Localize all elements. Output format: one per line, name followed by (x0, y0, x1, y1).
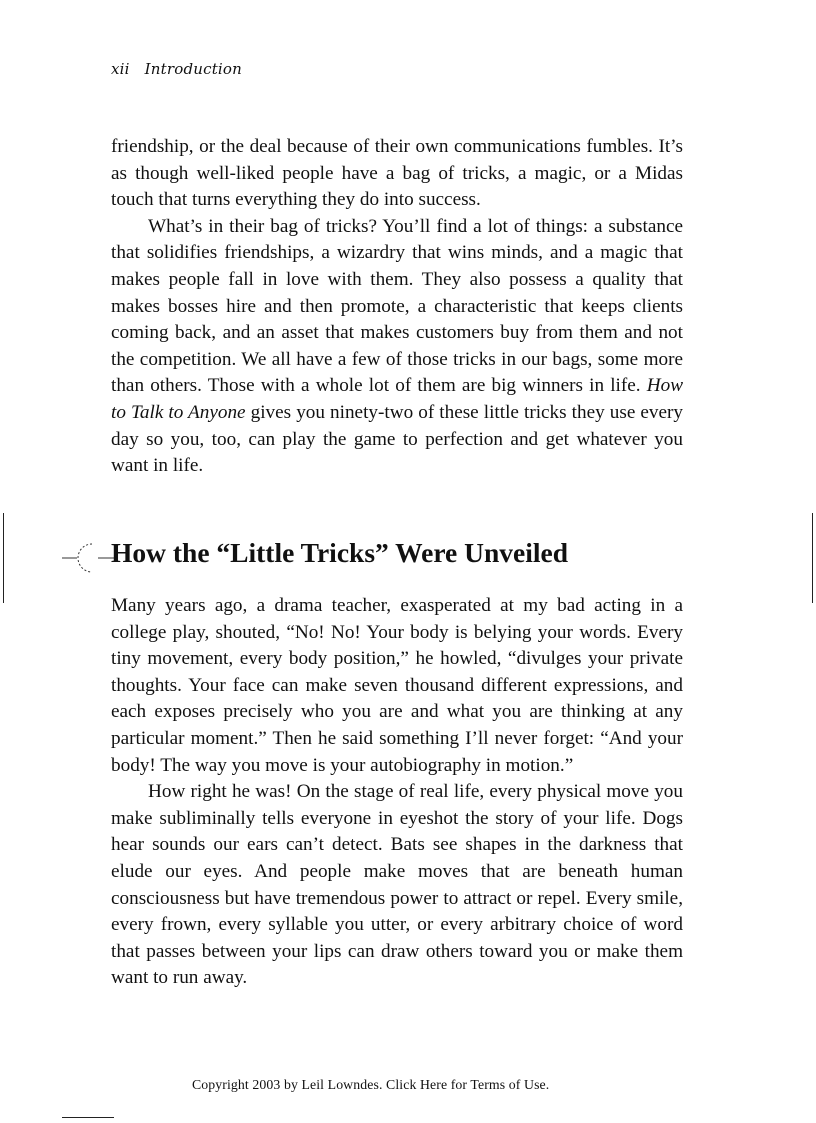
intro-paragraph-2-text-end: gives you ninety-two of these little tricks they use every day so you, too, can play the game to perfection and get whatever you want in life. (111, 401, 684, 477)
section-paragraph-1: Many years ago, a drama teacher, exasperated at my bad acting in a college play, shouted, “No! No! Your body is belying your words. Every tiny movement, every body position,” he howled, “divulges your private thoughts. Your face can make seven thousand different expressions, and each exposes precisely who you are and what you are thinking at any particular moment.” Then he said something I’ll never forget: “And your body! The way you move is your autobiography in motion.” (111, 595, 683, 776)
terms-of-use-link[interactable]: Click Here for Terms of Use. (386, 1077, 550, 1092)
copyright-text: Copyright 2003 by Leil Lowndes. (192, 1077, 387, 1092)
crop-mark-left (3, 513, 4, 603)
section-heading: How the “Little Tricks” Were Unveiled (111, 537, 569, 568)
chapter-title: Introduction (144, 60, 243, 78)
intro-paragraph-1: friendship, or the deal because of their own communications fumbles. It’s as though well-liked people have a bag of tricks, a magic, or a Midas touch that turns everything they do into success. (111, 136, 683, 211)
section-text-block (111, 593, 683, 992)
intro-paragraph-2 (111, 214, 683, 480)
copyright-footer (192, 1077, 549, 1093)
crop-mark-right (812, 513, 813, 603)
crop-mark-bottom (62, 1117, 114, 1118)
intro-text-block (111, 134, 683, 480)
section-paragraph-2: How right he was! On the stage of real life, every physical move you make subliminally tells everyone in eyeshot the story of your life. Dogs hear sounds our ears can’t detect. Bats see shapes in the darkness that elude our eyes. And people make moves that are beneath human consciousness but have tremendous power to attract or repel. Every smile, every frown, every syllable you utter, or every arbitrary choice of word that passes between your lips can draw others toward you or make them want to run away. (111, 781, 683, 989)
page-number: xii (111, 60, 130, 78)
book-title: How to Talk to Anyone (111, 375, 683, 423)
intro-paragraph-2-text: What’s in their bag of tricks? You’ll find a lot of things: a substance that solidifies friendships, a wizardry that wins minds, and a magic that makes people fall in love with them. They also possess a quality that makes bosses hire and then promote, a characteristic that keeps clients coming back, and an asset that makes customers buy from them and not the competition. We all have a few of those tricks in our bags, some more than others. Those with a whole lot of them are big winners in life. (111, 215, 683, 397)
heading-ornament-icon (62, 540, 114, 576)
running-head (111, 60, 242, 78)
